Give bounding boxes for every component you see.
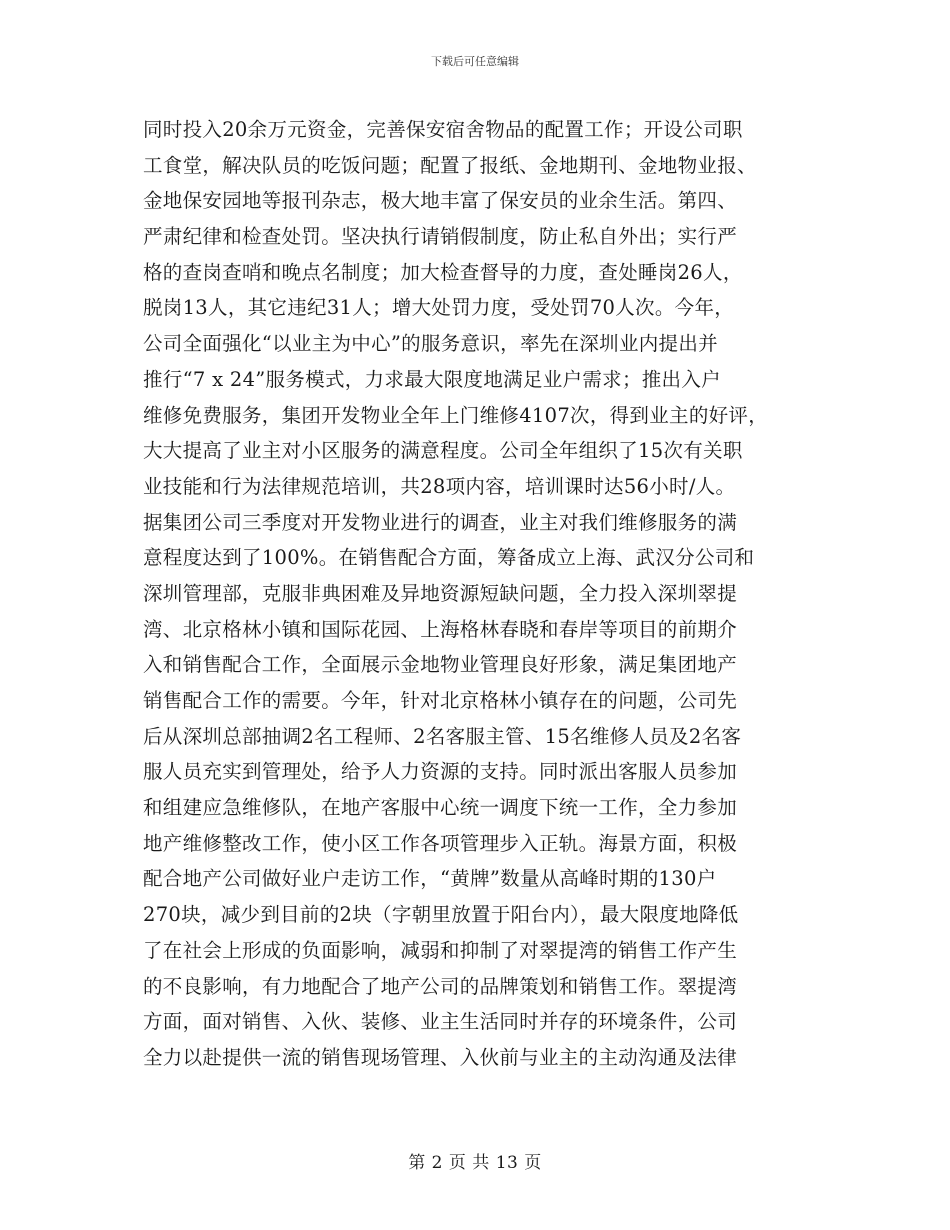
body-line: 的不良影响，有力地配合了地产公司的品牌策划和销售工作。翠提湾: [143, 974, 738, 998]
page-header: 下载后可任意编辑: [431, 55, 519, 68]
body-line: 格的查岗查哨和晚点名制度；加大检查督导的力度，查处睡岗26人，: [143, 260, 743, 284]
body-line: 维修免费服务，集团开发物业全年上门维修4107次，得到业主的好评，: [143, 403, 769, 427]
body-line: 方面，面对销售、入伙、装修、业主生活同时并存的环境条件，公司: [143, 1010, 738, 1034]
body-line: 销售配合工作的需要。今年，针对北京格林小镇存在的问题，公司先: [143, 689, 738, 712]
body-line: 同时投入20余万元资金，完善保安宿舍物品的配置工作；开设公司职: [143, 118, 743, 141]
body-line: 了在社会上形成的负面影响，减弱和抑制了对翠提湾的销售工作产生: [143, 938, 738, 962]
body-line: 意程度达到了100%。在销售配合方面，筹备成立上海、武汉分公司和: [143, 546, 755, 570]
body-line: 服人员充实到管理处，给予人力资源的支持。同时派出客服人员参加: [143, 760, 738, 784]
page-footer: 第 2 页 共 13 页: [408, 1153, 542, 1173]
body-line: 地产维修整改工作，使小区工作各项管理步入正轨。海景方面，积极: [143, 831, 738, 855]
body-line: 工食堂，解决队员的吃饭问题；配置了报纸、金地期刊、金地物业报、: [143, 153, 757, 177]
body-line: 大大提高了业主对小区服务的满意程度。公司全年组织了15次有关职: [143, 439, 743, 463]
body-line: 业技能和行为法律规范培训，共28项内容，培训课时达56小时/人。: [143, 474, 736, 498]
body-line: 据集团公司三季度对开发物业进行的调查，业主对我们维修服务的满: [143, 510, 738, 534]
body-line: 严肃纪律和检查处罚。坚决执行请销假制度，防止私自外出；实行严: [143, 225, 738, 249]
body-line: 湾、北京格林小镇和国际花园、上海格林春晓和春岸等项目的前期介: [143, 617, 738, 641]
body-line: 推行“7 x 24”服务模式，力求最大限度地满足业户需求；推出入户: [143, 367, 721, 391]
body-line: 和组建应急维修队，在地产客服中心统一调度下统一工作，全力参加: [143, 796, 738, 820]
body-line: 脱岗13人，其它违纪31人；增大处罚力度，受处罚70人次。今年，: [143, 296, 735, 320]
document-body: [143, 112, 811, 1076]
body-line: 配合地产公司做好业户走访工作，“黄牌”数量从高峰时期的130户: [143, 867, 717, 891]
body-line: 全力以赴提供一流的销售现场管理、入伙前与业主的主动沟通及法律: [143, 1045, 738, 1069]
body-line: 入和销售配合工作，全面展示金地物业管理良好形象，满足集团地产: [143, 653, 738, 677]
body-line: 270块，减少到目前的2块（字朝里放置于阳台内），最大限度地降低: [143, 903, 739, 927]
body-line: 公司全面强化“以业主为中心”的服务意识，率先在深圳业内提出并: [143, 332, 718, 356]
body-line: 金地保安园地等报刊杂志，极大地丰富了保安员的业余生活。第四、: [143, 189, 738, 213]
body-line: 深圳管理部，克服非典困难及异地资源短缺问题，全力投入深圳翠提: [143, 581, 738, 605]
body-line: 后从深圳总部抽调2名工程师、2名客服主管、15名维修人员及2名客: [143, 724, 742, 748]
